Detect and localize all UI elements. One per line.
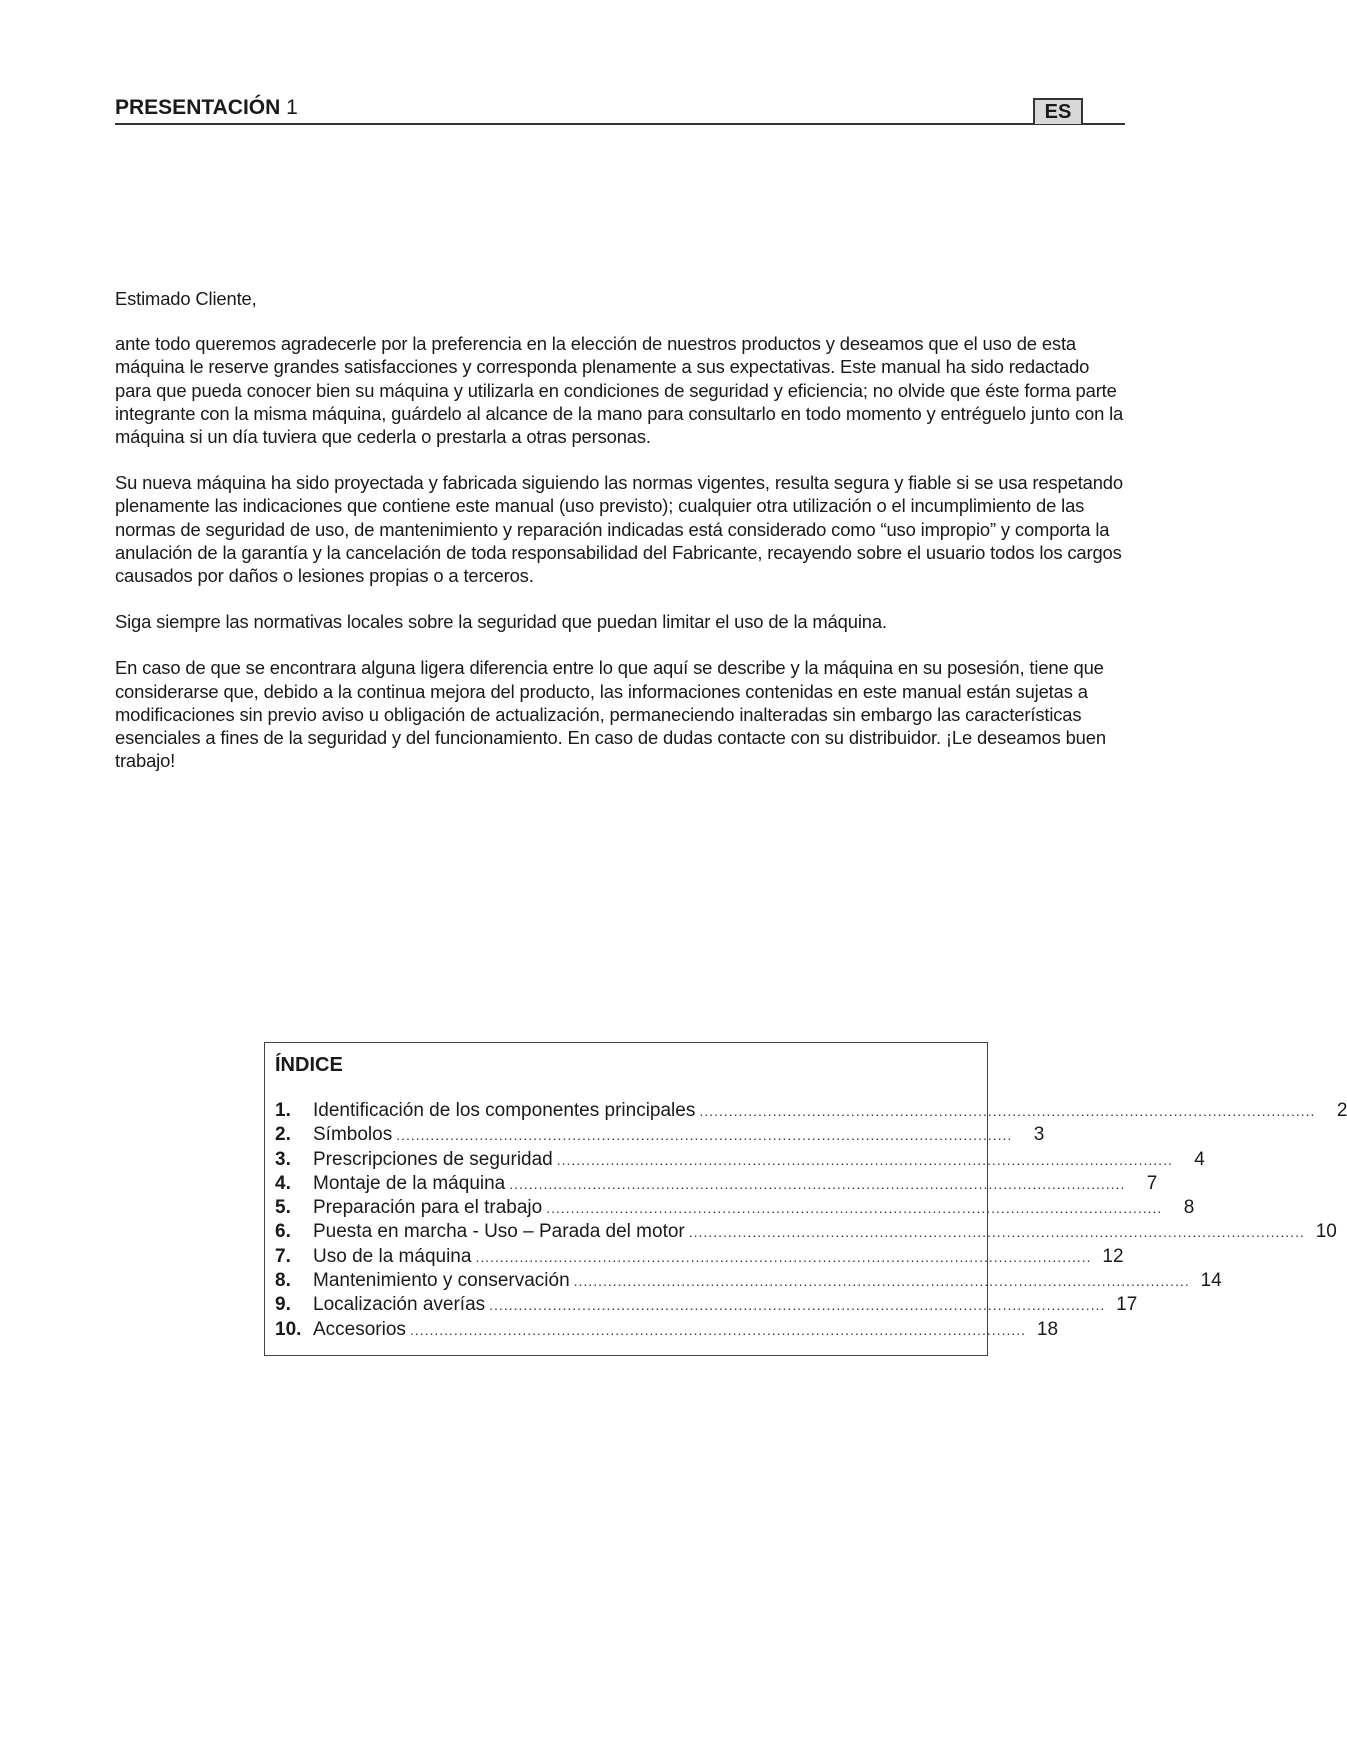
language-badge: ES — [1033, 98, 1083, 124]
toc-leader-dots: .............................................................................................................................. — [489, 1297, 1106, 1314]
paragraph: Su nueva máquina ha sido proyectada y fabricada siguiendo las normas vigentes, resulta segura y fiable si se usa respetando plenamente las indicaciones que contiene este manual (uso previsto); cualquier otra utilización o el incumplimiento de las normas de seguridad de uso, de mantenimiento y reparación indicadas está considerado como “uso impropio” y comporta la anulación de la garantía y la cancelación de toda responsabilidad del Fabricante, recayendo sobre el usuario todos los cargos causados por daños o lesiones propias o a terceros. — [115, 472, 1123, 587]
toc-item-label: Accesorios — [313, 1318, 406, 1340]
toc-item-label: Montaje de la máquina — [313, 1172, 506, 1194]
toc-item-number: 4. — [275, 1172, 291, 1194]
toc-item-label: Prescripciones de seguridad — [313, 1148, 553, 1170]
toc-item-label: Símbolos — [313, 1124, 393, 1146]
toc-leader-dots: .............................................................................................................................. — [396, 1127, 1013, 1144]
toc-item-page: 4 — [1194, 1148, 1205, 1170]
toc-item[interactable] — [275, 1099, 1347, 1123]
toc-item-number: 2. — [275, 1124, 291, 1146]
paragraph: En caso de que se encontrara alguna ligera diferencia entre lo que aquí se describe y la máquina en su posesión, tiene que considerarse que, debido a la continua mejora del producto, las informaciones contenidas en este manual están sujetas a modificaciones sin previo aviso u obligación de actualización, permaneciendo inalteradas sin embargo las características esenciales a fines de la seguridad y del funcionamiento. En caso de dudas contacte con su distribuidor. ¡Le deseamos buen trabajo! — [115, 657, 1106, 772]
toc-leader-dots: .............................................................................................................................. — [546, 1200, 1163, 1217]
toc-leader-dots: .............................................................................................................................. — [409, 1321, 1027, 1338]
toc-item[interactable] — [275, 1318, 1059, 1342]
page-header — [115, 95, 1125, 125]
toc-item[interactable] — [275, 1172, 1158, 1196]
toc-item-page: 2 — [1336, 1100, 1347, 1121]
toc-item-page: 18 — [1036, 1318, 1059, 1340]
toc-item-page: 3 — [1033, 1124, 1045, 1146]
toc-item-page: 7 — [1146, 1172, 1158, 1194]
toc-item[interactable] — [275, 1269, 1222, 1293]
toc-item-label: Identificación de los componentes principales — [313, 1100, 696, 1121]
toc-item-number: 10. — [275, 1318, 302, 1340]
toc-item-label: Puesta en marcha - Uso – Parada del motor — [313, 1221, 685, 1243]
section-number: 1 — [286, 96, 298, 119]
toc-item-label: Preparación para el trabajo — [313, 1197, 543, 1219]
toc-leader-dots: .............................................................................................................................. — [556, 1151, 1173, 1168]
section-title — [115, 95, 298, 121]
toc-item-page: 14 — [1200, 1270, 1222, 1292]
toc-item-number: 1. — [275, 1100, 291, 1121]
toc-leader-dots: .............................................................................................................................. — [688, 1224, 1305, 1241]
toc-item-number: 5. — [275, 1197, 291, 1219]
section-title-text: PRESENTACIÓN — [115, 96, 281, 119]
toc-item[interactable] — [275, 1220, 1337, 1244]
paragraph: ante todo queremos agradecerle por la preferencia en la elección de nuestros productos y deseamos que el uso de esta máquina le reserve grandes satisfacciones y corresponda plenamente a sus expectativas. Este manual ha sido redactado para que pueda conocer bien su máquina y utilizarla en condiciones de seguridad y eficiencia; no olvide que éste forma parte integrante con la misma máquina, guárdelo al alcance de la mano para consultarlo en todo momento y entréguelo junto con la máquina si un día tuviera que cederla o prestarla a otras personas. — [115, 333, 1124, 448]
toc-item[interactable] — [275, 1293, 1138, 1317]
toc-item-page: 10 — [1315, 1221, 1337, 1243]
toc-leader-dots: .............................................................................................................................. — [573, 1273, 1190, 1290]
toc-item-number: 3. — [275, 1148, 291, 1170]
toc-list — [275, 1099, 1347, 1342]
toc-item-page: 8 — [1183, 1197, 1195, 1219]
table-of-contents — [264, 1042, 1347, 1356]
paragraph: Siga siempre las normativas locales sobre la seguridad que puedan limitar el uso de la máquina. — [115, 611, 887, 633]
toc-item-number: 6. — [275, 1221, 291, 1243]
toc-item[interactable] — [275, 1245, 1124, 1269]
toc-leader-dots: .............................................................................................................................. — [475, 1248, 1092, 1265]
greeting: Estimado Cliente, — [115, 288, 257, 309]
toc-item[interactable] — [275, 1123, 1045, 1147]
toc-item-number: 9. — [275, 1294, 291, 1316]
toc-leader-dots: .............................................................................................................................. — [699, 1103, 1316, 1119]
toc-item-number: 7. — [275, 1245, 291, 1267]
letter-body — [115, 287, 1125, 795]
toc-item-number: 8. — [275, 1270, 291, 1292]
toc-item[interactable] — [275, 1196, 1195, 1220]
toc-item-page: 17 — [1116, 1294, 1138, 1316]
toc-item-label: Localización averías — [313, 1294, 486, 1316]
toc-title: ÍNDICE — [275, 1054, 343, 1076]
toc-item-label: Uso de la máquina — [313, 1245, 472, 1267]
toc-item[interactable] — [275, 1148, 1205, 1172]
toc-item-label: Mantenimiento y conservación — [313, 1270, 570, 1292]
toc-item-page: 12 — [1102, 1245, 1124, 1267]
toc-leader-dots: .............................................................................................................................. — [509, 1175, 1126, 1192]
